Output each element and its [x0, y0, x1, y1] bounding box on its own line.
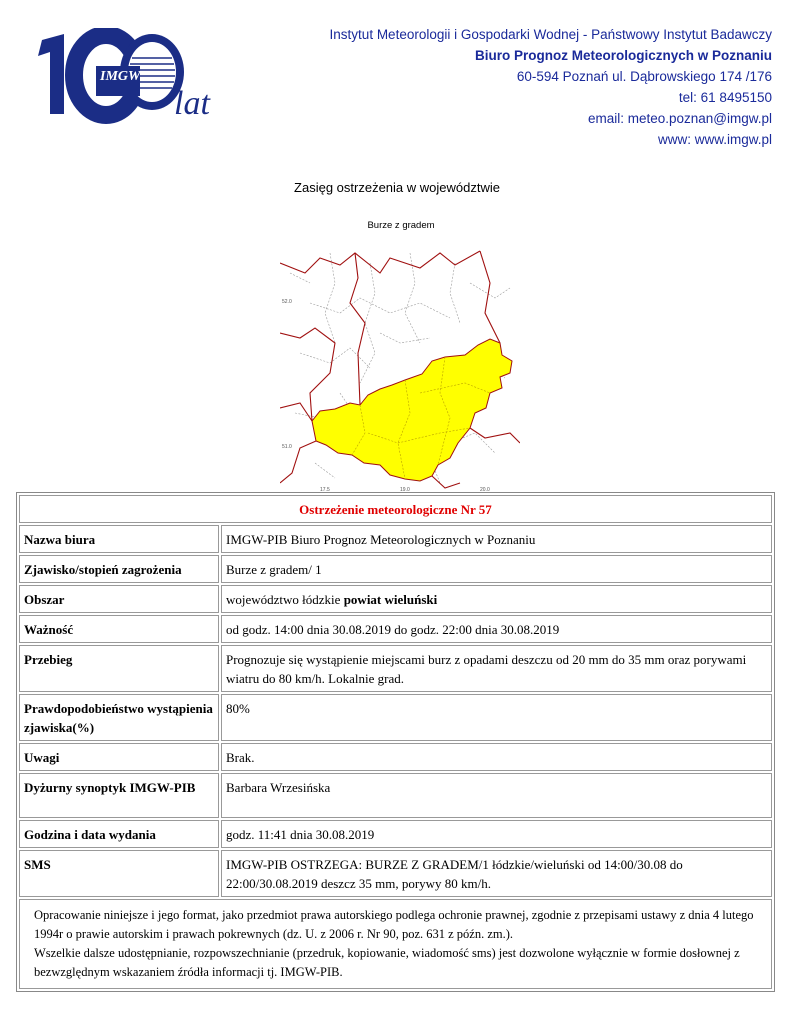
warning-title: Ostrzeżenie meteorologiczne Nr 57: [19, 495, 772, 523]
row-value: godz. 11:41 dnia 30.08.2019: [221, 820, 772, 848]
row-value: Burze z gradem/ 1: [221, 555, 772, 583]
area-voivodeship: województwo łódzkie: [226, 592, 344, 607]
svg-text:19.0: 19.0: [400, 487, 410, 493]
distribution-notice: Wszelkie dalsze udostępnianie, rozpowszechnianie (przedruk, kopiowanie, wiadomość sms) jest dozwolone wyłącznie w formie dosłownej z bezwzględnym wskazaniem źródła informacji tj. IMGW-PIB.: [34, 946, 740, 979]
svg-text:lat: lat: [174, 85, 210, 122]
address: 60-594 Poznań ul. Dąbrowskiego 174 /176: [516, 69, 772, 84]
table-row: [19, 525, 772, 553]
table-row: [19, 694, 772, 741]
row-label: Nazwa biura: [19, 525, 219, 553]
row-label: SMS: [19, 850, 219, 897]
map-subtitle: Burze z gradem: [367, 220, 435, 231]
warning-table: [16, 492, 775, 992]
table-row: [19, 615, 772, 643]
row-value: Barbara Wrzesińska: [221, 773, 772, 818]
row-label: Przebieg: [19, 645, 219, 692]
row-label: Prawdopodobieństwo wystąpienia zjawiska(%): [19, 694, 219, 741]
copyright-notice: Opracowanie niniejsze i jego format, jako przedmiot prawa autorskiego podlega ochronie prawnej, zgodnie z przepisami ustawy z dnia 4 lutego 1994r o prawie autorskim i prawach pokrewnych (dz. U. z 2006 r. Nr 90, poz. 631 z późn. zm.).: [34, 908, 754, 941]
row-label: Ważność: [19, 615, 219, 643]
row-label: Zjawisko/stopień zagrożenia: [19, 555, 219, 583]
table-row: [19, 585, 772, 613]
table-row: [19, 555, 772, 583]
table-row: [19, 850, 772, 897]
map-title: Zasięg ostrzeżenia w województwie: [294, 180, 500, 195]
email: email: meteo.poznan@imgw.pl: [587, 111, 772, 126]
row-label: Dyżurny synoptyk IMGW-PIB: [19, 773, 219, 818]
logo-graphic: [24, 28, 234, 128]
institute-name: Instytut Meteorologii i Gospodarki Wodnej - Państwowy Instytut Badawczy: [329, 27, 772, 42]
table-row: [19, 773, 772, 818]
svg-text:17.5: 17.5: [320, 487, 330, 493]
row-value: od godz. 14:00 dnia 30.08.2019 do godz. 22:00 dnia 30.08.2019: [221, 615, 772, 643]
row-value: IMGW-PIB Biuro Prognoz Meteorologicznych w Poznaniu: [221, 525, 772, 553]
table-row: [19, 645, 772, 692]
institute-info: [330, 24, 772, 150]
row-label: Uwagi: [19, 743, 219, 771]
office-name: Biuro Prognoz Meteorologicznych w Poznaniu: [474, 48, 772, 63]
imgw-100-lat-logo: [24, 28, 234, 128]
website: www: www.imgw.pl: [657, 132, 772, 147]
row-value: Prognozuje się wystąpienie miejscami burz z opadami deszczu od 20 mm do 35 mm oraz porywami wiatru do 80 km/h. Lokalnie grad.: [221, 645, 772, 692]
row-value: Brak.: [221, 743, 772, 771]
region-map: [280, 243, 520, 493]
svg-text:51.0: 51.0: [282, 444, 292, 450]
warning-map: [270, 215, 532, 493]
svg-text:IMGW: IMGW: [100, 69, 141, 84]
row-value: [221, 585, 772, 613]
table-row: [19, 820, 772, 848]
area-county: powiat wieluński: [343, 592, 438, 607]
row-label: Obszar: [19, 585, 219, 613]
svg-text:20.0: 20.0: [480, 487, 490, 493]
table-row: [19, 743, 772, 771]
row-value: IMGW-PIB OSTRZEGA: BURZE Z GRADEM/1 łódzkie/wieluński od 14:00/30.08 do 22:00/30.08.2019 deszcz 35 mm, porywy 80 km/h.: [221, 850, 772, 897]
row-label: Godzina i data wydania: [19, 820, 219, 848]
row-value: 80%: [221, 694, 772, 741]
copyright-footer: [19, 899, 772, 989]
svg-text:52.0: 52.0: [282, 299, 292, 305]
telephone: tel: 61 8495150: [678, 90, 772, 105]
